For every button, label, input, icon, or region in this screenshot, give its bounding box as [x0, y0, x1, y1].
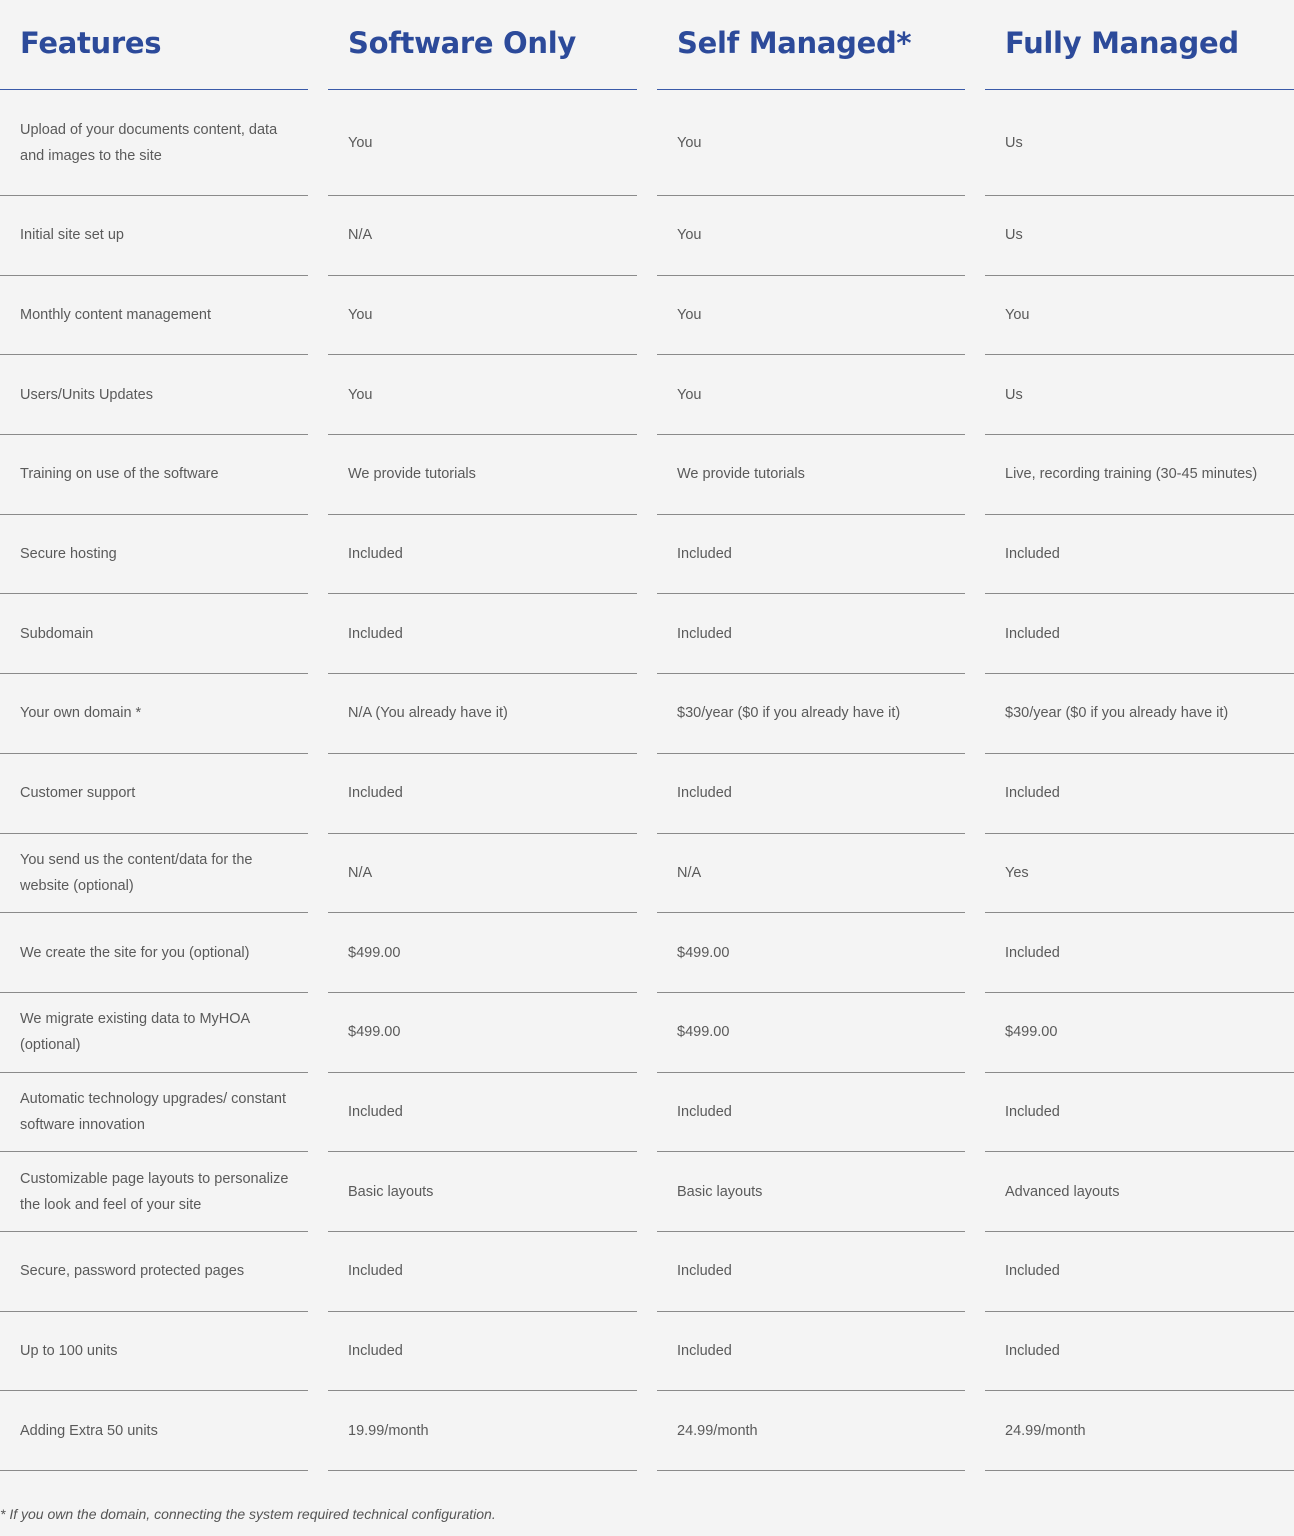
feature-cell	[0, 913, 308, 993]
header-self-managed-label: Self Managed*	[677, 26, 912, 60]
fully-managed-cell	[985, 1073, 1294, 1153]
table-row	[0, 355, 1294, 435]
header-fully-managed	[985, 0, 1294, 90]
software-only-cell-text: Included	[348, 1103, 403, 1120]
table-row	[0, 1391, 1294, 1471]
feature-cell	[0, 674, 308, 754]
feature-cell	[0, 1232, 308, 1312]
software-only-cell-text: Included	[348, 1342, 403, 1359]
self-managed-cell	[657, 196, 965, 276]
fully-managed-cell-text: You	[1005, 307, 1030, 324]
self-managed-cell-text: Included	[677, 1263, 732, 1280]
feature-cell	[0, 1152, 308, 1232]
feature-cell-text: You send us the content/data for the website (optional)	[20, 851, 253, 894]
software-only-cell-text: You	[348, 386, 373, 403]
feature-cell	[0, 196, 308, 276]
self-managed-cell	[657, 1391, 965, 1471]
fully-managed-cell-text: Included	[1005, 785, 1060, 802]
self-managed-cell-text: You	[677, 307, 702, 324]
feature-cell-text: Secure, password protected pages	[20, 1263, 245, 1280]
header-fully-managed-label: Fully Managed	[1005, 26, 1239, 60]
software-only-cell-text: Included	[348, 785, 403, 802]
feature-cell	[0, 754, 308, 834]
feature-cell-text: Monthly content management	[20, 307, 212, 324]
self-managed-cell	[657, 993, 965, 1073]
software-only-cell	[328, 674, 637, 754]
self-managed-cell	[657, 674, 965, 754]
software-only-cell-text: You	[348, 134, 373, 151]
feature-cell-text: We create the site for you (optional)	[20, 944, 250, 961]
self-managed-cell	[657, 276, 965, 356]
feature-cell-text: Automatic technology upgrades/ constant software innovation	[20, 1090, 286, 1133]
fully-managed-cell	[985, 1391, 1294, 1471]
software-only-cell-text: N/A (You already have it)	[348, 705, 508, 722]
fully-managed-cell-text: Us	[1005, 386, 1023, 403]
feature-cell-text: Your own domain *	[20, 705, 142, 722]
software-only-cell	[328, 1232, 637, 1312]
fully-managed-cell-text: Included	[1005, 1103, 1060, 1120]
fully-managed-cell	[985, 834, 1294, 914]
software-only-cell-text: You	[348, 307, 373, 324]
software-only-cell	[328, 515, 637, 595]
software-only-cell	[328, 1152, 637, 1232]
fully-managed-cell-text: Included	[1005, 546, 1060, 563]
feature-cell-text: Upload of your documents content, data and images to the site	[20, 121, 278, 164]
self-managed-cell-text: You	[677, 134, 702, 151]
fully-managed-cell-text: Included	[1005, 1342, 1060, 1359]
self-managed-cell-text: N/A	[677, 864, 702, 881]
table-row	[0, 1312, 1294, 1392]
table-row	[0, 913, 1294, 993]
table-header	[0, 0, 1294, 90]
fully-managed-cell	[985, 754, 1294, 834]
feature-cell	[0, 435, 308, 515]
fully-managed-cell	[985, 90, 1294, 196]
feature-cell	[0, 1391, 308, 1471]
software-only-cell	[328, 90, 637, 196]
software-only-cell-text: $499.00	[348, 1024, 401, 1041]
table-row	[0, 834, 1294, 914]
self-managed-cell	[657, 435, 965, 515]
self-managed-cell-text: Basic layouts	[677, 1183, 763, 1200]
fully-managed-cell	[985, 196, 1294, 276]
feature-cell-text: Training on use of the software	[20, 466, 219, 483]
table-row	[0, 90, 1294, 196]
header-software-only-label: Software Only	[348, 26, 576, 60]
software-only-cell-text: N/A	[348, 864, 373, 881]
feature-cell-text: Up to 100 units	[20, 1342, 118, 1359]
fully-managed-cell	[985, 276, 1294, 356]
self-managed-cell	[657, 834, 965, 914]
table-row	[0, 594, 1294, 674]
table-row	[0, 754, 1294, 834]
fully-managed-cell	[985, 594, 1294, 674]
self-managed-cell-text: 24.99/month	[677, 1422, 758, 1439]
feature-cell	[0, 515, 308, 595]
software-only-cell-text: 19.99/month	[348, 1422, 429, 1439]
feature-cell-text: Adding Extra 50 units	[20, 1422, 158, 1439]
table-row	[0, 993, 1294, 1073]
table-row	[0, 196, 1294, 276]
feature-cell-text: Customizable page layouts to personalize the look and feel of your site	[20, 1170, 289, 1213]
self-managed-cell	[657, 1232, 965, 1312]
self-managed-cell	[657, 1312, 965, 1392]
self-managed-cell	[657, 355, 965, 435]
software-only-cell	[328, 276, 637, 356]
fully-managed-cell-text: $30/year ($0 if you already have it)	[1005, 705, 1229, 722]
fully-managed-cell	[985, 993, 1294, 1073]
feature-cell-text: Secure hosting	[20, 546, 117, 563]
software-only-cell	[328, 754, 637, 834]
self-managed-cell-text: Included	[677, 1103, 732, 1120]
feature-cell	[0, 993, 308, 1073]
fully-managed-cell-text: Us	[1005, 134, 1023, 151]
self-managed-cell-text: Included	[677, 625, 732, 642]
self-managed-cell-text: Included	[677, 1342, 732, 1359]
feature-cell	[0, 276, 308, 356]
footnote: * If you own the domain, connecting the system required technical configuration.	[0, 1506, 496, 1522]
table-row	[0, 276, 1294, 356]
fully-managed-cell	[985, 355, 1294, 435]
table-row	[0, 515, 1294, 595]
software-only-cell	[328, 1391, 637, 1471]
fully-managed-cell-text: Advanced layouts	[1005, 1183, 1120, 1200]
header-self-managed	[657, 0, 965, 90]
fully-managed-cell	[985, 1152, 1294, 1232]
fully-managed-cell	[985, 674, 1294, 754]
self-managed-cell	[657, 515, 965, 595]
fully-managed-cell	[985, 515, 1294, 595]
feature-cell-text: Initial site set up	[20, 227, 124, 244]
self-managed-cell-text: $499.00	[677, 1024, 730, 1041]
fully-managed-cell-text: Included	[1005, 625, 1060, 642]
fully-managed-cell-text: Yes	[1005, 864, 1029, 881]
feature-cell	[0, 1312, 308, 1392]
self-managed-cell-text: $499.00	[677, 944, 730, 961]
header-features	[0, 0, 308, 90]
feature-cell	[0, 1073, 308, 1153]
table-body	[0, 90, 1294, 1471]
software-only-cell-text: Included	[348, 1263, 403, 1280]
table-row	[0, 674, 1294, 754]
software-only-cell	[328, 913, 637, 993]
feature-cell	[0, 355, 308, 435]
software-only-cell-text: We provide tutorials	[348, 466, 476, 483]
software-only-cell	[328, 355, 637, 435]
self-managed-cell-text: We provide tutorials	[677, 466, 805, 483]
software-only-cell	[328, 1073, 637, 1153]
fully-managed-cell	[985, 435, 1294, 515]
self-managed-cell	[657, 594, 965, 674]
software-only-cell	[328, 993, 637, 1073]
self-managed-cell	[657, 1073, 965, 1153]
software-only-cell-text: Included	[348, 625, 403, 642]
feature-cell-text: Subdomain	[20, 625, 94, 642]
feature-cell	[0, 594, 308, 674]
fully-managed-cell-text: Live, recording training (30-45 minutes)	[1005, 466, 1258, 483]
fully-managed-cell-text: Included	[1005, 1263, 1060, 1280]
self-managed-cell	[657, 90, 965, 196]
table-row	[0, 1152, 1294, 1232]
self-managed-cell-text: Included	[677, 546, 732, 563]
fully-managed-cell-text: Included	[1005, 944, 1060, 961]
fully-managed-cell	[985, 1232, 1294, 1312]
self-managed-cell-text: $30/year ($0 if you already have it)	[677, 705, 901, 722]
software-only-cell-text: Included	[348, 546, 403, 563]
software-only-cell-text: Basic layouts	[348, 1183, 434, 1200]
self-managed-cell-text: You	[677, 227, 702, 244]
self-managed-cell	[657, 754, 965, 834]
table-row	[0, 1073, 1294, 1153]
table-row	[0, 1232, 1294, 1312]
fully-managed-cell-text: $499.00	[1005, 1024, 1058, 1041]
software-only-cell	[328, 435, 637, 515]
feature-cell-text: We migrate existing data to MyHOA (optional)	[20, 1011, 250, 1054]
self-managed-cell-text: Included	[677, 785, 732, 802]
fully-managed-cell	[985, 1312, 1294, 1392]
feature-cell	[0, 834, 308, 914]
table-row	[0, 435, 1294, 515]
software-only-cell	[328, 1312, 637, 1392]
fully-managed-cell-text: 24.99/month	[1005, 1422, 1086, 1439]
software-only-cell	[328, 196, 637, 276]
fully-managed-cell	[985, 913, 1294, 993]
software-only-cell-text: N/A	[348, 227, 373, 244]
self-managed-cell-text: You	[677, 386, 702, 403]
header-features-label: Features	[20, 26, 162, 60]
software-only-cell	[328, 834, 637, 914]
self-managed-cell	[657, 913, 965, 993]
fully-managed-cell-text: Us	[1005, 227, 1023, 244]
self-managed-cell	[657, 1152, 965, 1232]
feature-cell	[0, 90, 308, 196]
software-only-cell-text: $499.00	[348, 944, 401, 961]
feature-cell-text: Customer support	[20, 785, 136, 802]
software-only-cell	[328, 594, 637, 674]
feature-cell-text: Users/Units Updates	[20, 386, 153, 403]
header-software-only	[328, 0, 637, 90]
